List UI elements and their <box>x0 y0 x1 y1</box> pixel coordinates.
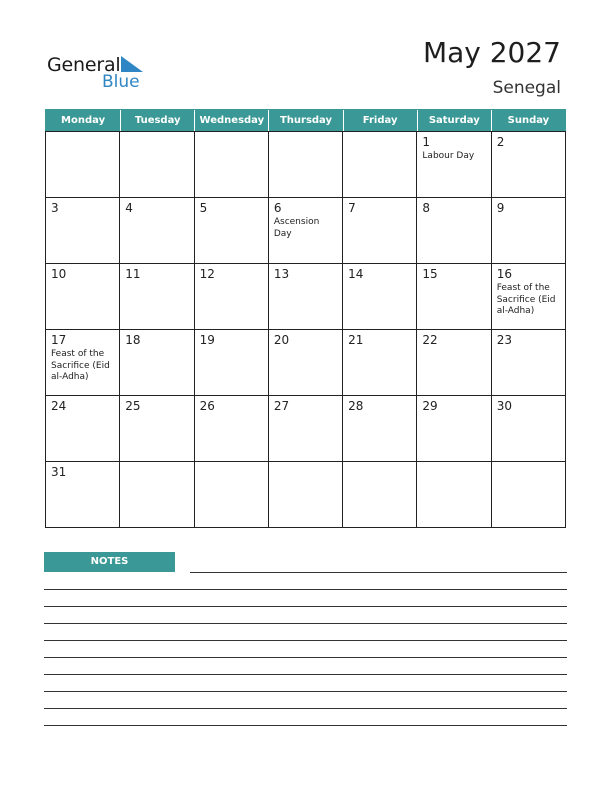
holiday-label: Labour Day <box>422 151 475 161</box>
day-cell <box>46 264 120 330</box>
day-cell <box>417 396 491 462</box>
day-cell <box>492 198 566 264</box>
weekday-monday: Monday <box>61 115 106 126</box>
holiday-label: Feast of the Sacrifice (Eid al-Adha) <box>496 283 556 316</box>
day-number: 8 <box>422 201 431 215</box>
weekday-saturday: Saturday <box>417 110 491 131</box>
day-number: 18 <box>125 333 141 347</box>
day-number: 30 <box>496 399 512 413</box>
note-line <box>44 691 567 692</box>
day-number: 14 <box>348 267 364 281</box>
day-cell <box>46 330 120 396</box>
day-number: 13 <box>273 267 290 281</box>
page-title: May 2027 <box>422 36 561 69</box>
country-name: Senegal <box>492 78 561 98</box>
note-line <box>44 623 567 624</box>
day-number: 10 <box>51 267 67 281</box>
day-cell <box>120 396 194 462</box>
day-cell <box>269 132 343 198</box>
day-cell <box>120 264 194 330</box>
day-cell <box>269 330 343 396</box>
day-cell <box>343 330 417 396</box>
day-number: 12 <box>199 267 215 281</box>
day-cell <box>46 396 120 462</box>
logo-text-general: General <box>47 54 121 76</box>
day-number: 6 <box>273 201 282 215</box>
day-number: 22 <box>422 333 438 347</box>
day-cell <box>195 462 269 528</box>
day-cell <box>269 264 343 330</box>
day-cell <box>120 132 194 198</box>
day-number: 5 <box>199 201 208 215</box>
day-cell <box>46 198 120 264</box>
day-number: 4 <box>125 201 133 215</box>
day-cell <box>417 330 491 396</box>
weekday-sunday: Sunday <box>491 110 565 131</box>
day-number: 20 <box>273 333 290 347</box>
day-number: 11 <box>125 267 141 281</box>
day-number: 3 <box>51 201 59 215</box>
calendar <box>45 109 566 528</box>
note-line <box>44 708 567 709</box>
day-cell <box>343 198 417 264</box>
day-cell <box>417 264 491 330</box>
day-number: 16 <box>496 267 512 281</box>
day-number: 26 <box>199 399 215 413</box>
day-number: 17 <box>51 333 67 347</box>
note-line <box>44 640 567 641</box>
weekday-header <box>45 109 566 131</box>
day-cell <box>417 132 491 198</box>
day-number: 7 <box>348 201 356 215</box>
day-cell <box>195 264 269 330</box>
day-cell <box>269 198 343 264</box>
day-cell <box>46 132 120 198</box>
day-cell <box>120 198 194 264</box>
logo-flag-icon <box>119 56 143 72</box>
day-number: 27 <box>273 399 290 413</box>
day-number: 28 <box>348 399 364 413</box>
day-cell <box>492 396 566 462</box>
note-line <box>44 657 567 658</box>
note-line <box>44 606 567 607</box>
weekday-friday: Friday <box>343 110 417 131</box>
notes-label: NOTES <box>44 552 175 572</box>
day-number: 15 <box>422 267 438 281</box>
day-cell <box>195 396 269 462</box>
day-cell <box>269 462 343 528</box>
day-number: 24 <box>51 399 67 413</box>
calendar-grid <box>45 131 566 528</box>
weekday-thursday: Thursday <box>268 110 342 131</box>
holiday-label: Ascension Day <box>273 217 320 239</box>
day-cell <box>46 462 120 528</box>
day-cell <box>492 132 566 198</box>
note-line <box>44 725 567 726</box>
day-number: 19 <box>199 333 215 347</box>
day-cell <box>195 198 269 264</box>
day-cell <box>417 198 491 264</box>
day-cell <box>343 132 417 198</box>
day-number: 9 <box>496 201 505 215</box>
day-number: 25 <box>125 399 141 413</box>
note-line <box>44 589 567 590</box>
weekday-wednesday: Wednesday <box>194 110 268 131</box>
note-line <box>190 572 567 573</box>
day-number: 23 <box>496 333 512 347</box>
day-number: 1 <box>422 135 431 149</box>
note-line <box>44 674 567 675</box>
day-cell <box>492 264 566 330</box>
generalblue-logo <box>47 52 157 92</box>
day-number: 2 <box>496 135 505 149</box>
day-cell <box>343 396 417 462</box>
day-cell <box>120 462 194 528</box>
day-cell <box>195 330 269 396</box>
day-cell <box>343 462 417 528</box>
day-number: 31 <box>51 465 67 479</box>
day-cell <box>195 132 269 198</box>
day-cell <box>417 462 491 528</box>
day-cell <box>492 330 566 396</box>
day-cell <box>492 462 566 528</box>
weekday-tuesday: Tuesday <box>120 110 194 131</box>
day-cell <box>269 396 343 462</box>
logo-text-blue: Blue <box>102 72 140 92</box>
day-cell <box>343 264 417 330</box>
day-number: 29 <box>422 399 438 413</box>
day-cell <box>120 330 194 396</box>
holiday-label: Feast of the Sacrifice (Eid al-Adha) <box>51 349 110 382</box>
day-number: 21 <box>348 333 364 347</box>
